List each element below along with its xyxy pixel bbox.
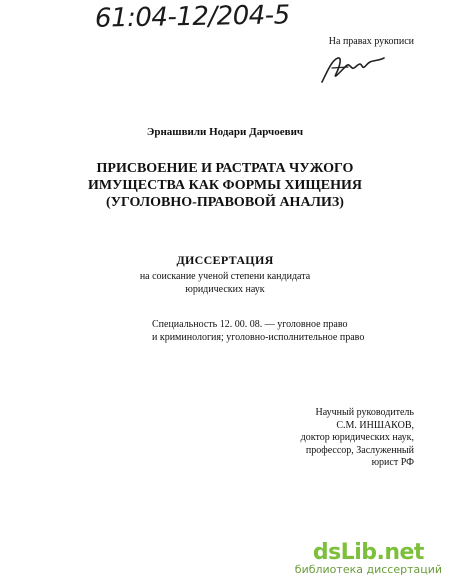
dissertation-title [0, 160, 450, 211]
document-type: ДИССЕРТАЦИЯ [176, 253, 274, 267]
rights-note: На правах рукописи [328, 36, 414, 47]
title-line: (УГОЛОВНО-ПРАВОВОЙ АНАЛИЗ) [106, 195, 344, 210]
scientific-advisor [301, 407, 414, 470]
watermark-logo: dsLib.net [312, 540, 424, 565]
degree-line: на соискание ученой степени кандидата [139, 271, 311, 282]
advisor-line: доктор юридических наук, [300, 432, 414, 443]
degree-info [0, 270, 450, 296]
watermark-tagline: библиотека диссертаций [294, 563, 442, 576]
catalog-number: 61:04-12/204-5 [94, 0, 290, 34]
title-line: ИМУЩЕСТВА КАК ФОРМЫ ХИЩЕНИЯ [88, 178, 362, 193]
degree-line: юридических наук [185, 284, 265, 295]
specialty-line: и криминология; уголовно-исполнительное право [152, 332, 365, 343]
author-name: Эрнашвили Нодари Дарчоевич [146, 126, 304, 138]
title-line: ПРИСВОЕНИЕ И РАСТРАТА ЧУЖОГО [96, 161, 354, 176]
specialty-info [152, 318, 364, 344]
handwritten-signature [318, 52, 388, 88]
advisor-line: С.М. ИНШАКОВ, [336, 419, 414, 431]
specialty-line: Специальность 12. 00. 08. — уголовное право [152, 319, 348, 330]
advisor-line: Научный руководитель [315, 407, 414, 418]
advisor-line: профессор, Заслуженный [305, 444, 414, 456]
library-watermark [295, 540, 442, 576]
advisor-line: юрист РФ [371, 457, 414, 468]
